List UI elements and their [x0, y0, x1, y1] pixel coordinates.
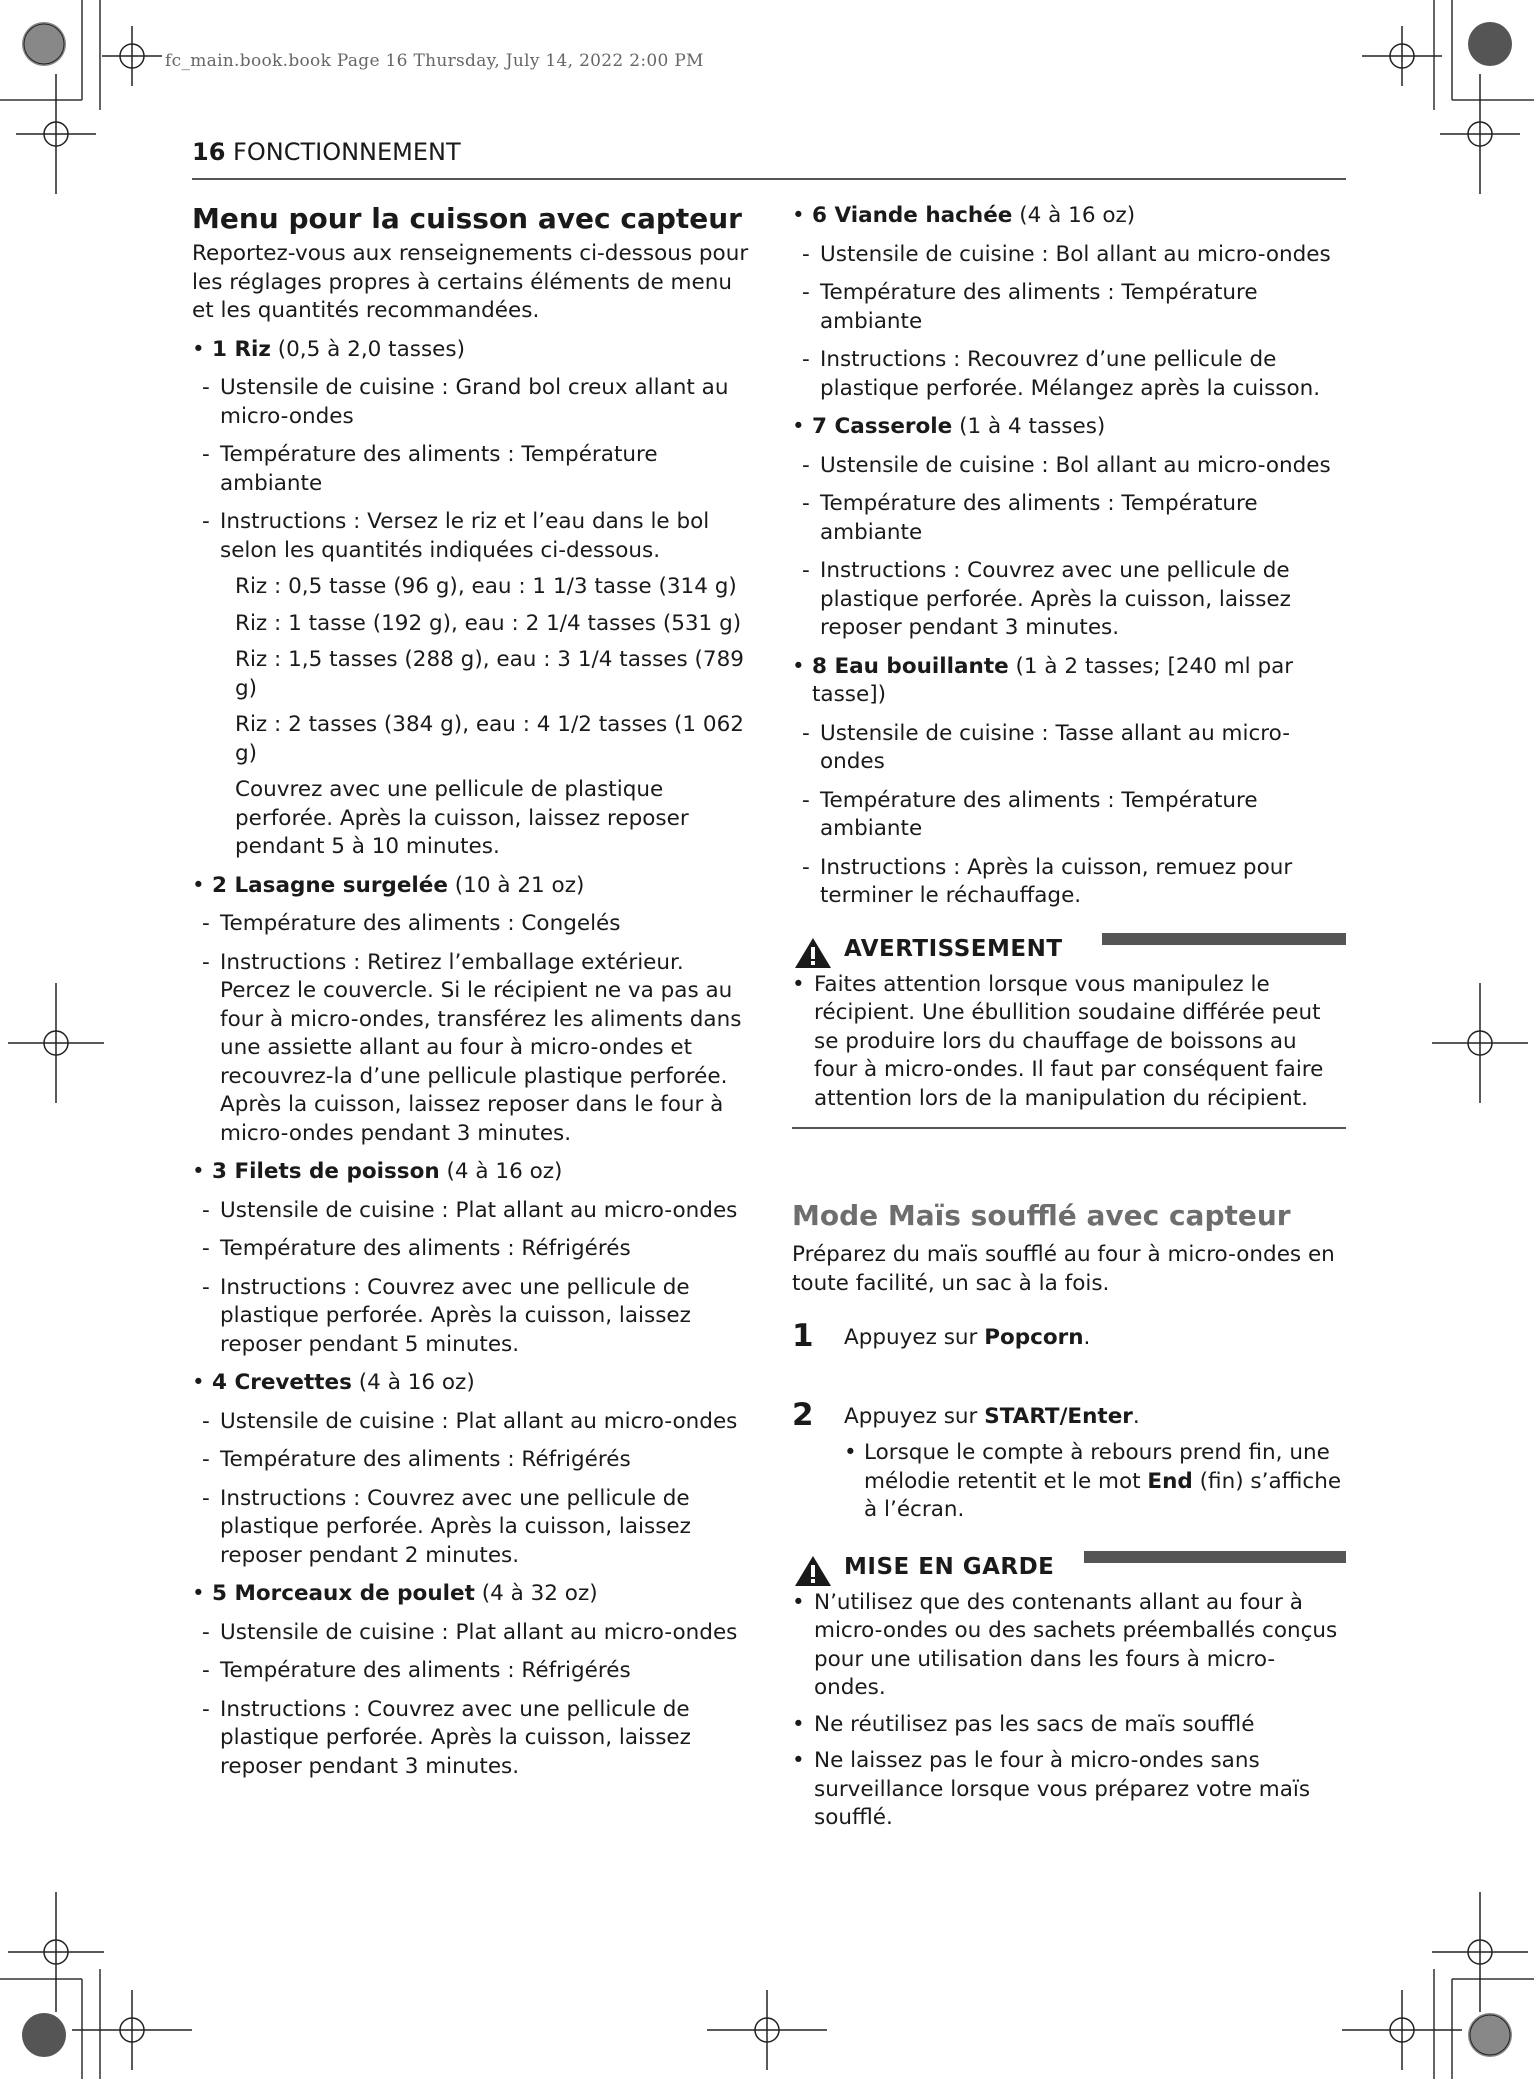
caution-icon: [794, 1555, 832, 1587]
menu-item-shrimp: [192, 1369, 752, 1398]
boiling-water-instructions: - Instructions : Après la cuisson, remuez pour terminer le réchauffage.: [792, 854, 1346, 911]
sensor-menu-title: Menu pour la cuisson avec capteur: [192, 202, 742, 235]
step-1: [792, 1318, 1346, 1354]
page-number: 16: [192, 138, 226, 166]
menu-item-ground-meat: [792, 202, 1346, 231]
rice-cover-note: Couvrez avec une pellicule de plastique perforée. Après la cuisson, laissez reposer pendant 5 à 10 minutes.: [235, 777, 689, 859]
item-quantity: (4 à 16 oz): [439, 1159, 563, 1184]
boiling-water-temperature: - Température des aliments : Température ambiante: [792, 787, 1346, 844]
warning-text: • Faites attention lorsque vous manipulez le récipient. Une ébullition soudaine différée peut se produire lors du chauffage de boissons au four à micro-ondes. Il faut par conséquent faire attention lors de la manipulation du récipient.: [792, 971, 1346, 1114]
caution-item: • Ne laissez pas le four à micro-ondes sans surveillance lorsque vous préparez votre maïs soufflé.: [792, 1747, 1346, 1833]
menu-item-boiling-water: [792, 653, 1346, 710]
step-text: Appuyez sur: [844, 1325, 985, 1350]
note-text: Lorsque le compte à rebours prend fin, une mélodie retentit et le mot: [864, 1440, 1330, 1494]
warning-box: [792, 933, 1346, 1130]
rice-quantity-line: Riz : 0,5 tasse (96 g), eau : 1 1/3 tasse (314 g): [235, 574, 737, 599]
step-number: 2: [792, 1396, 814, 1433]
popcorn-intro: Préparez du maïs soufflé au four à micro-ondes en toute facilité, un sac à la fois.: [792, 1242, 1335, 1296]
item-quantity: (4 à 16 oz): [1012, 203, 1136, 228]
rice-quantity-line: Riz : 2 tasses (384 g), eau : 4 1/2 tasses (1 062 g): [235, 712, 744, 766]
item-name: 3 Filets de poisson: [212, 1159, 440, 1184]
item-quantity: (4 à 16 oz): [351, 1370, 475, 1395]
warning-title: AVERTISSEMENT: [844, 935, 1063, 962]
step-text: .: [1132, 1403, 1140, 1429]
item-quantity: (1 à 2 tasses; [240 ml par tasse]): [812, 653, 1294, 707]
item-quantity: (1 à 4 tasses): [952, 414, 1106, 439]
caution-item: • Ne réutilisez pas les sacs de maïs soufflé: [792, 1711, 1346, 1740]
step-text: .: [1083, 1325, 1091, 1350]
step-2-note: [792, 1439, 1346, 1525]
chicken-instructions: - Instructions : Couvrez avec une pellicule de plastique perforée. Après la cuisson, laissez reposer pendant 3 minutes.: [192, 1696, 752, 1782]
casserole-utensil: - Ustensile de cuisine : Bol allant au micro-ondes: [792, 452, 1346, 481]
popcorn-mode-title: Mode Maïs soufflé avec capteur: [792, 1199, 1291, 1232]
print-slug-line: fc_main.book.book Page 16 Thursday, July 14, 2022 2:00 PM: [165, 51, 704, 71]
item-quantity: (10 à 21 oz): [447, 872, 585, 898]
warning-bar: [1102, 933, 1346, 945]
item-name: 5 Morceaux de poulet: [212, 1581, 475, 1606]
step-2: [792, 1396, 1346, 1433]
header-rule: [192, 178, 1346, 180]
warning-icon: [794, 937, 832, 969]
menu-item-casserole: [792, 413, 1346, 442]
ground-meat-instructions: - Instructions : Recouvrez d’une pellicule de plastique perforée. Mélangez après la cuisson.: [792, 346, 1346, 403]
warning-rule: [792, 1127, 1346, 1129]
casserole-instructions: - Instructions : Couvrez avec une pellicule de plastique perforée. Après la cuisson, laissez reposer pendant 3 minutes.: [792, 557, 1346, 643]
item-quantity: (4 à 32 oz): [474, 1581, 598, 1606]
end-word: End: [1147, 1468, 1193, 1494]
rice-quantity-line: Riz : 1 tasse (192 g), eau : 2 1/4 tasses (531 g): [235, 610, 742, 636]
shrimp-instructions: - Instructions : Couvrez avec une pellicule de plastique perforée. Après la cuisson, laissez reposer pendant 2 minutes.: [192, 1485, 752, 1571]
caution-item: • N’utilisez que des contenants allant au four à micro-ondes ou des sachets préemballés conçus pour une utilisation dans les fours à micro-ondes.: [792, 1589, 1346, 1703]
lasagna-temperature: - Température des aliments : Congelés: [192, 910, 752, 939]
section-title: FONCTIONNEMENT: [233, 138, 461, 166]
note-text: (fin) s’affiche à l’écran.: [864, 1468, 1342, 1522]
step-number: 1: [792, 1318, 814, 1354]
chicken-utensil: - Ustensile de cuisine : Plat allant au micro-ondes: [192, 1619, 752, 1648]
rice-utensil: - Ustensile de cuisine : Grand bol creux allant au micro-ondes: [192, 374, 752, 431]
ground-meat-temperature: - Température des aliments : Température ambiante: [792, 279, 1346, 336]
sensor-menu-intro: Reportez-vous aux renseignements ci-dessous pour les réglages propres à certains éléments de menu et les quantités recommandées.: [192, 241, 749, 323]
key-start-enter: START/Enter: [984, 1403, 1133, 1429]
chicken-temperature: - Température des aliments : Réfrigérés: [192, 1657, 752, 1686]
item-quantity: (0,5 à 2,0 tasses): [270, 336, 465, 362]
shrimp-temperature: - Température des aliments : Réfrigérés: [192, 1446, 752, 1475]
rice-instructions: - Instructions : Versez le riz et l’eau dans le bol selon les quantités indiquées ci-dessous.: [192, 508, 752, 565]
menu-item-rice: [192, 336, 752, 365]
shrimp-utensil: - Ustensile de cuisine : Plat allant au micro-ondes: [192, 1408, 752, 1437]
lasagna-instructions: - Instructions : Retirez l’emballage extérieur. Percez le couvercle. Si le récipient ne va pas au four à micro-ondes, transférez les aliments dans une assiette allant au four à micro-ondes et recouvrez-la d’une pellicule plastique perforée. Après la cuisson, laissez reposer dans le four à micro-ondes pendant 3 minutes.: [192, 949, 752, 1149]
step-text: Appuyez sur: [844, 1403, 985, 1429]
menu-item-chicken: [192, 1580, 752, 1609]
fish-utensil: - Ustensile de cuisine : Plat allant au micro-ondes: [192, 1197, 752, 1226]
page-header: [192, 138, 461, 166]
key-popcorn: Popcorn: [984, 1325, 1084, 1350]
menu-item-fish: [192, 1158, 752, 1187]
left-column: [192, 202, 752, 1781]
item-name: 6 Viande hachée: [812, 203, 1013, 228]
rice-quantity-line: Riz : 1,5 tasses (288 g), eau : 3 1/4 tasses (789 g): [235, 647, 744, 701]
rice-temperature: - Température des aliments : Température ambiante: [192, 441, 752, 498]
item-name: 8 Eau bouillante: [812, 653, 1009, 679]
casserole-temperature: - Température des aliments : Température ambiante: [792, 490, 1346, 547]
caution-bar: [1084, 1551, 1346, 1563]
ground-meat-utensil: - Ustensile de cuisine : Bol allant au micro-ondes: [792, 241, 1346, 270]
caution-title: MISE EN GARDE: [844, 1553, 1055, 1580]
item-name: 1 Riz: [212, 336, 271, 362]
menu-item-lasagna: [192, 872, 752, 901]
item-name: 4 Crevettes: [212, 1370, 352, 1395]
right-column: [792, 202, 1346, 1833]
fish-instructions: - Instructions : Couvrez avec une pellicule de plastique perforée. Après la cuisson, laissez reposer pendant 5 minutes.: [192, 1274, 752, 1360]
item-name: 7 Casserole: [812, 414, 953, 439]
boiling-water-utensil: - Ustensile de cuisine : Tasse allant au micro-ondes: [792, 720, 1346, 777]
caution-box: [792, 1551, 1346, 1833]
fish-temperature: - Température des aliments : Réfrigérés: [192, 1235, 752, 1264]
item-name: 2 Lasagne surgelée: [212, 872, 448, 898]
